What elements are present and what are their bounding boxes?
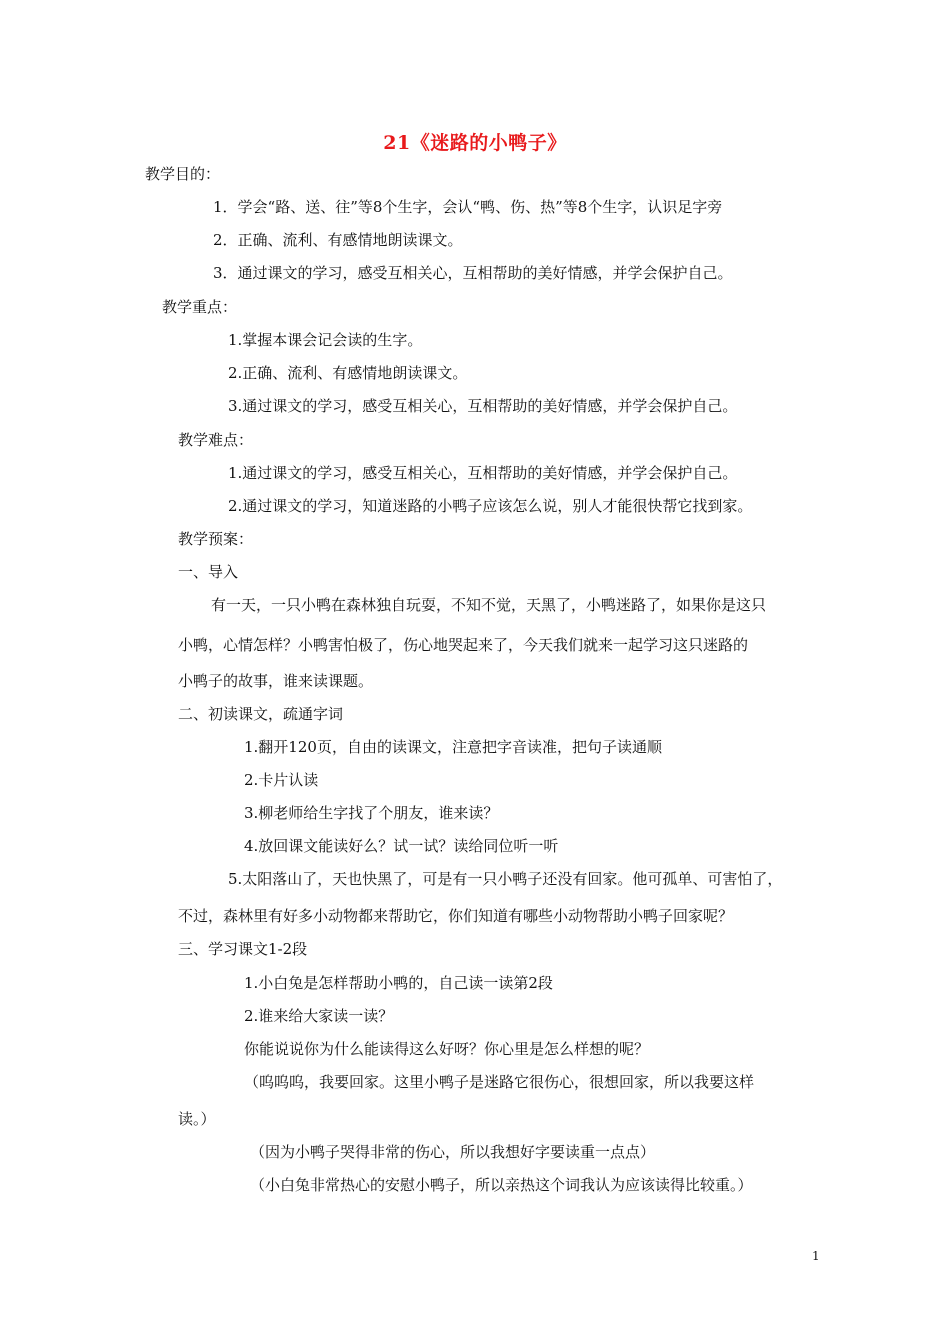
text-line: 3.柳老师给生字找了个朋友，谁来读？ bbox=[244, 804, 499, 822]
text-line: 5.太阳落山了，天也快黑了，可是有一只小鸭子还没有回家。他可孤单、可害怕了， bbox=[228, 870, 783, 888]
text-line: 2.通过课文的学习，知道迷路的小鸭子应该怎么说，别人才能很快帮它找到家。 bbox=[228, 497, 753, 515]
text-line: 三、学习课文1-2段 bbox=[178, 940, 308, 958]
page-number: 1 bbox=[812, 1249, 820, 1263]
text-line: 2.卡片认读 bbox=[244, 771, 319, 789]
text-line: 小鸭子的故事，谁来读课题。 bbox=[178, 672, 374, 690]
text-line: 3.通过课文的学习，感受互相关心，互相帮助的美好情感，并学会保护自己。 bbox=[228, 397, 738, 415]
text-line: （呜呜呜，我要回家。这里小鸭子是迷路它很伤心，很想回家，所以我要这样 bbox=[244, 1073, 755, 1091]
text-line: 有一天，一只小鸭在森林独自玩耍，不知不觉，天黑了，小鸭迷路了，如果你是这只 bbox=[211, 596, 767, 614]
text-line: 2.谁来给大家读一读？ bbox=[244, 1007, 394, 1025]
text-line: 教学预案： bbox=[178, 530, 254, 548]
text-line: 1．学会“路、送、往”等8个生字，会认“鸭、伤、热”等8个生字，认识足字旁 bbox=[213, 198, 723, 216]
text-line: 1.翻开120页，自由的读课文，注意把字音读准，把句子读通顺 bbox=[244, 738, 662, 756]
text-line: 教学目的： bbox=[145, 165, 221, 183]
text-line: 4.放回课文能读好么？试一试？读给同位听一听 bbox=[244, 837, 559, 855]
text-line: 小鸭，心情怎样？小鸭害怕极了，伤心地哭起来了，今天我们就来一起学习这只迷路的 bbox=[178, 636, 749, 654]
text-line: 你能说说你为什么能读得这么好呀？你心里是怎么样想的呢？ bbox=[244, 1040, 650, 1058]
text-line: 二、初读课文，疏通字词 bbox=[178, 705, 344, 723]
text-line: 1.掌握本课会记会读的生字。 bbox=[228, 331, 423, 349]
text-line: 教学重点： bbox=[162, 298, 238, 316]
text-line: （因为小鸭子哭得非常的伤心，所以我想好字要读重一点点） bbox=[250, 1143, 656, 1161]
text-line: （小白兔非常热心的安慰小鸭子，所以亲热这个词我认为应该读得比较重。） bbox=[250, 1176, 753, 1194]
text-line: 2．正确、流利、有感情地朗读课文。 bbox=[213, 231, 463, 249]
text-line: 一、导入 bbox=[178, 563, 239, 581]
text-line: 教学难点： bbox=[178, 431, 254, 449]
text-line: 1.小白兔是怎样帮助小鸭的，自己读一读第2段 bbox=[244, 974, 553, 992]
text-line: 3．通过课文的学习，感受互相关心，互相帮助的美好情感，并学会保护自己。 bbox=[213, 264, 733, 282]
document-title: 21《迷路的小鸭子》 bbox=[383, 132, 567, 154]
text-line: 1.通过课文的学习，感受互相关心，互相帮助的美好情感，并学会保护自己。 bbox=[228, 464, 738, 482]
text-line: 不过，森林里有好多小动物都来帮助它，你们知道有哪些小动物帮助小鸭子回家呢？ bbox=[178, 907, 734, 925]
text-line: 2.正确、流利、有感情地朗读课文。 bbox=[228, 364, 468, 382]
text-line: 读。） bbox=[178, 1110, 216, 1128]
